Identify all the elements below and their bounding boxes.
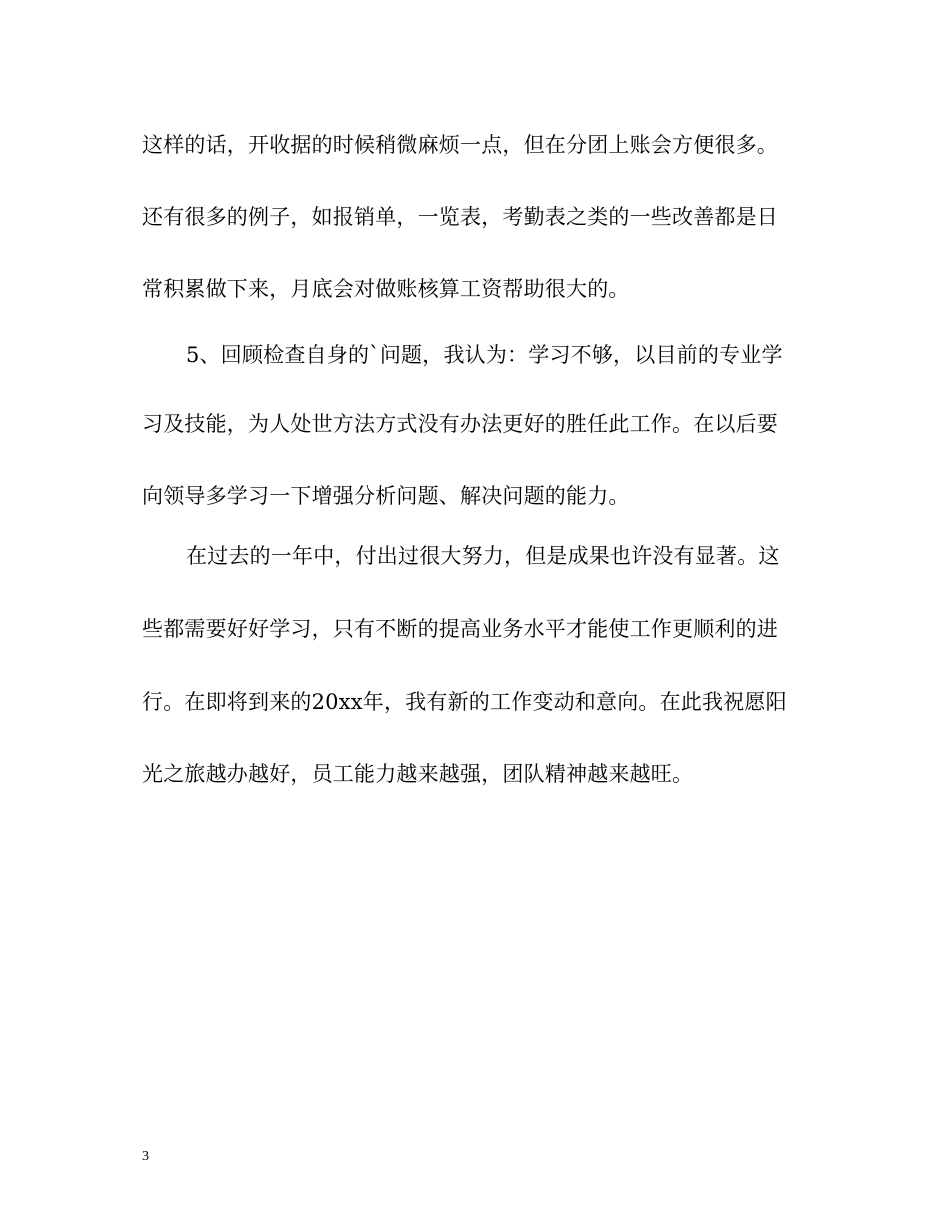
paragraph-line: 向领导多学习一下增强分析问题、解决问题的能力。 <box>142 484 630 508</box>
paragraph-line: 习及技能，为人处世方法方式没有办法更好的胜任此工作。在以后要 <box>142 412 778 436</box>
paragraph-line: 在过去的一年中，付出过很大努力，但是成果也许没有显著。这 <box>186 544 780 568</box>
page-number: 3 <box>142 1149 149 1164</box>
paragraph-line: 常积累做下来，月底会对做账核算工资帮助很大的。 <box>142 277 630 301</box>
paragraph-line: 还有很多的例子，如报销单，一览表，考勤表之类的一些改善都是日 <box>142 205 778 229</box>
paragraph-line: 5、回顾检查自身的`问题，我认为：学习不够，以目前的专业学 <box>186 343 783 367</box>
paragraph-line: 行。在即将到来的20xx年，我有新的工作变动和意向。在此我祝愿阳 <box>142 690 787 714</box>
paragraph-line: 这样的话，开收据的时候稍微麻烦一点，但在分团上账会方便很多。 <box>142 133 778 157</box>
paragraph-line: 光之旅越办越好，员工能力越来越强，团队精神越来越旺。 <box>142 762 694 786</box>
paragraph-line: 些都需要好好学习，只有不断的提高业务水平才能使工作更顺利的进 <box>142 617 778 641</box>
